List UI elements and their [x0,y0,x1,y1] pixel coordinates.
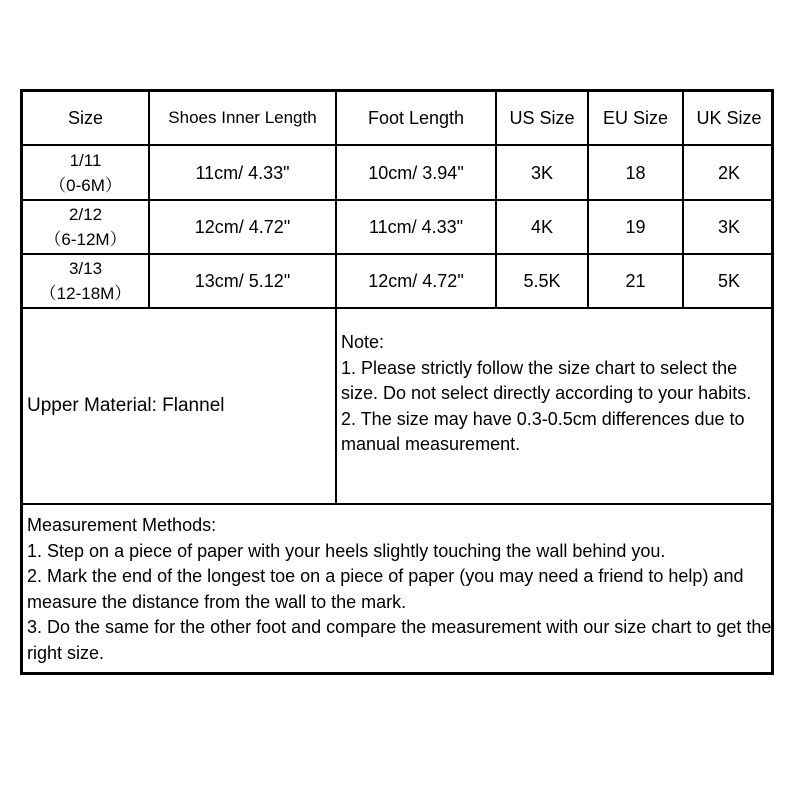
age-label: （12-18M） [39,284,132,303]
uk-size-value: 5K [717,271,741,291]
material-label: Upper Material: Flannel [27,395,225,416]
age-label: （6-12M） [44,230,127,249]
header-eu-size: EU Size [602,108,669,128]
header-foot-length: Foot Length [367,108,465,128]
uk-size-value: 2K [717,162,741,183]
foot-length-value: 12cm/ 4.72" [368,271,464,291]
methods-line: 3. Do the same for the other foot and compare the measurement with our size chart to get the right size. [27,617,772,663]
eu-size-value: 21 [625,271,646,291]
us-size-value: 5.5K [523,271,561,291]
methods-line: 1. Step on a piece of paper with your heels slightly touching the wall behind you. [27,540,666,561]
table-row-size [23,146,148,199]
size-label: 1/11 [69,150,102,170]
table-row-size [23,201,148,253]
header-us-size: US Size [509,108,575,128]
inner-length-value: 13cm/ 5.12" [194,271,291,291]
note-line: 2. The size may have 0.3-0.5cm differences due to manual measurement. [341,408,745,454]
note-block [341,330,773,458]
header-size: Size [67,108,103,128]
size-label: 3/13 [68,259,103,278]
inner-length-value: 11cm/ 4.33" [195,162,290,183]
eu-size-value: 18 [625,162,646,183]
uk-size-value: 3K [717,217,741,237]
header-uk-size: UK Size [696,108,762,128]
size-chart [20,89,774,675]
inner-length-value: 12cm/ 4.72" [194,217,291,237]
note-line: 1. Please strictly follow the size chart to select the size. Do not select directly according to your habits. [341,357,752,403]
us-size-value: 3K [530,162,554,183]
foot-length-value: 11cm/ 4.33" [368,217,464,237]
size-label: 2/12 [68,205,103,224]
foot-length-value: 10cm/ 3.94" [368,162,464,183]
eu-size-value: 19 [625,217,646,237]
table-row-size [23,255,148,307]
methods-title: Measurement Methods: [27,515,217,535]
header-inner-length: Shoes Inner Length [168,108,317,127]
age-label: （0-6M） [49,175,122,195]
note-title: Note: [341,332,385,352]
methods-block [27,513,775,666]
methods-line: 2. Mark the end of the longest toe on a piece of paper (you may need a friend to help) and measure the distance from the wall to the mark. [27,566,744,612]
section-divider [23,503,771,505]
us-size-value: 4K [530,217,554,237]
